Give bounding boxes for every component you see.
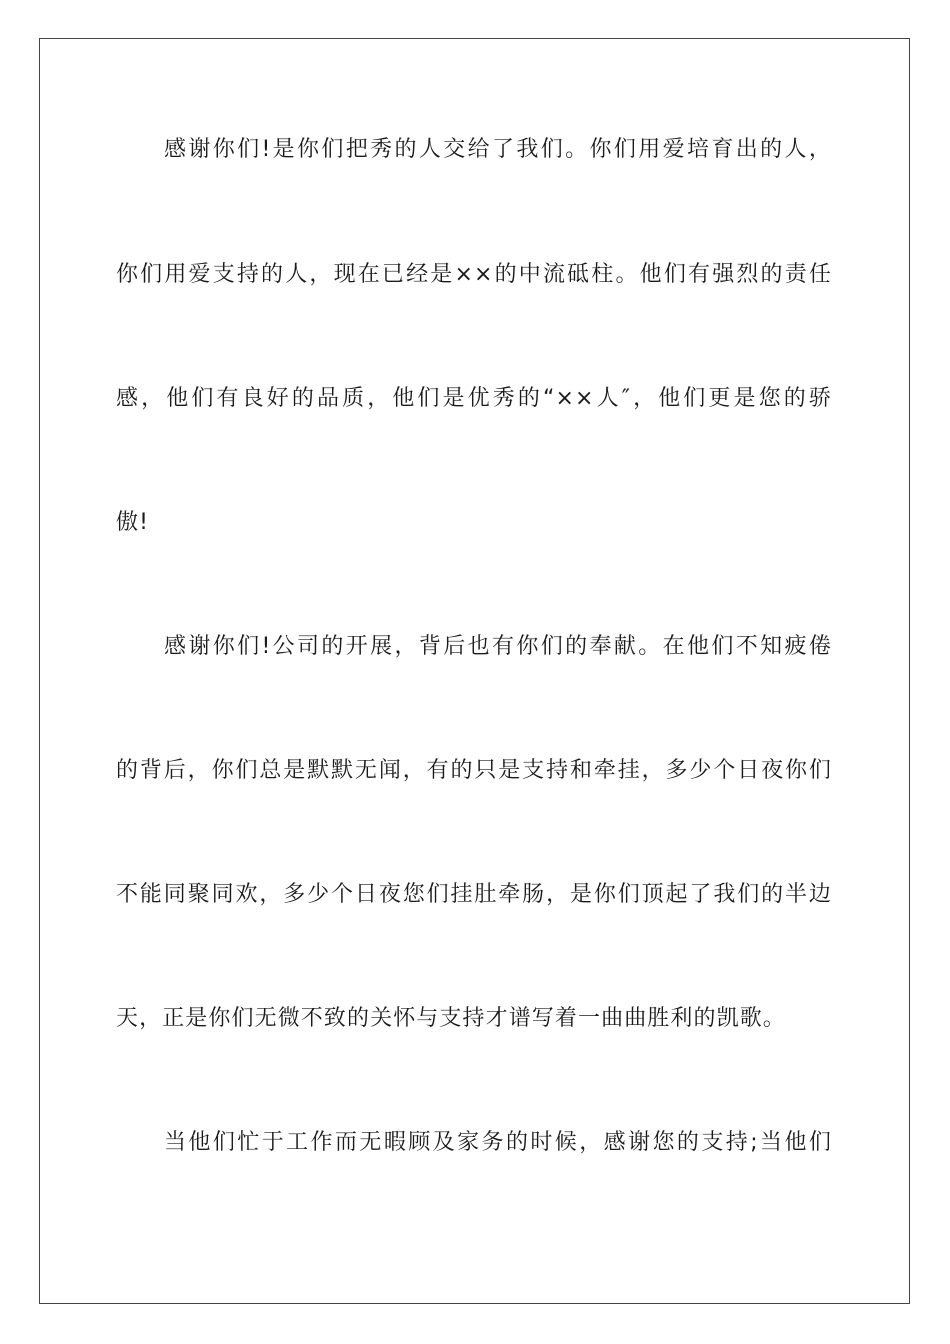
paragraph-3-line-1: 当他们忙于工作而无暇顾及家务的时候，感谢您的支持;当他们 — [164, 1130, 832, 1155]
paragraph-2-line-2: 的背后，你们总是默默无闻，有的只是支持和牵挂，多少个日夜你们 — [116, 758, 832, 783]
paragraph-2-line-1: 感谢你们!公司的开展，背后也有你们的奉献。在他们不知疲倦 — [164, 634, 832, 659]
paragraph-1-line-2: 你们用爱支持的人，现在已经是××的中流砥柱。他们有强烈的责任 — [116, 262, 832, 287]
paragraph-2-line-4: 天，正是你们无微不致的关怀与支持才谱写着一曲曲胜利的凯歌。 — [116, 1006, 786, 1031]
page-border — [39, 38, 910, 1304]
paragraph-1-line-4: 傲! — [116, 510, 150, 535]
paragraph-1-line-3: 感，他们有良好的品质，他们是优秀的“××人″，他们更是您的骄 — [116, 386, 832, 411]
paragraph-2-line-3: 不能同聚同欢，多少个日夜您们挂肚牵肠，是你们顶起了我们的半边 — [116, 882, 832, 907]
paragraph-1-line-1: 感谢你们!是你们把秀的人交给了我们。你们用爱培育出的人， — [164, 137, 832, 162]
